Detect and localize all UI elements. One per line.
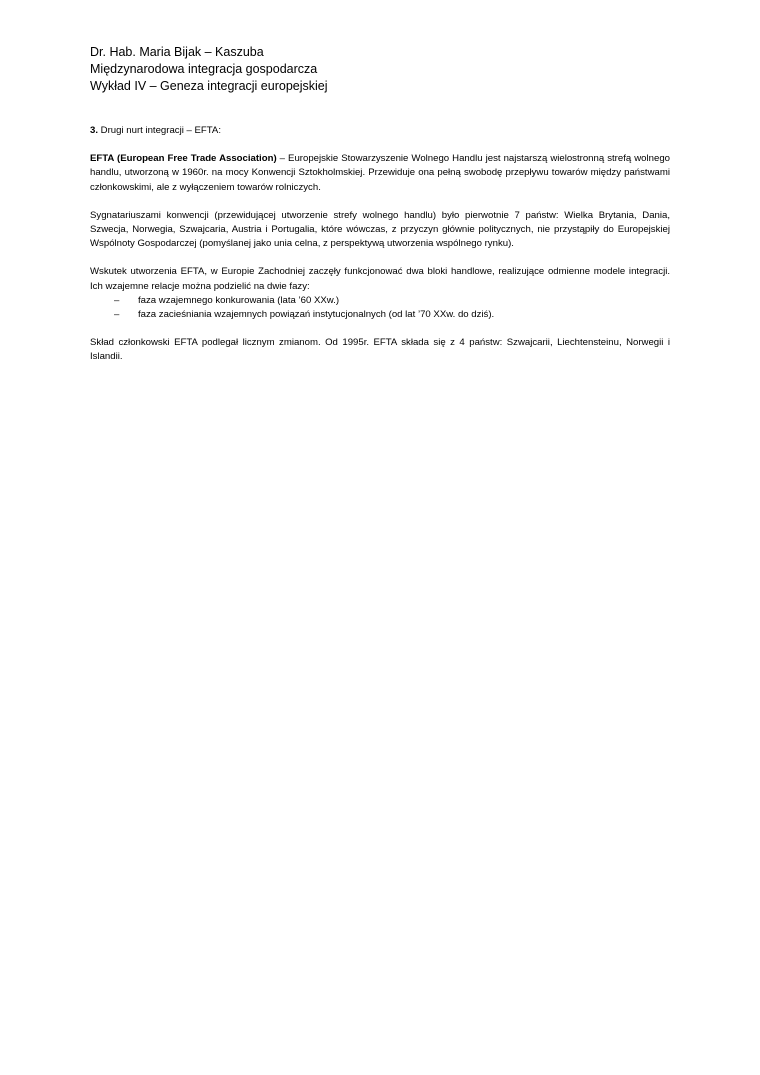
efta-definition-text: – Europejskie Stowarzyszenie Wolnego Handlu jest najstarszą wielostronną strefą wolnego handlu, utworzoną w 1960r. na mocy Konwencji Sztokholmskiej. Przewiduje ona pełną swobodę przepływu towarów między państwami członkowskimi, ale z wyłączeniem towarów rolniczych. [90, 153, 670, 193]
lecture-title: Wykład IV – Geneza integracji europejskiej [90, 79, 328, 93]
list-item [90, 294, 670, 308]
efta-term: EFTA (European Free Trade Association) [90, 153, 277, 165]
course-title: Międzynarodowa integracja gospodarcza [90, 62, 318, 76]
phases-list [90, 294, 670, 322]
dash-bullet: – [114, 309, 120, 321]
section-title: Drugi nurt integracji – EFTA: [98, 125, 222, 136]
paragraph-efta-definition [90, 152, 670, 195]
document-body [90, 124, 670, 379]
paragraph-membership: Skład członkowski EFTA podlegał licznym zmianom. Od 1995r. EFTA składa się z 4 państw: Szwajcarii, Liechtensteinu, Norwegii i Islandii. [90, 337, 670, 363]
document-header [90, 44, 670, 95]
section-number: 3. [90, 125, 99, 136]
paragraph-trade-blocs: Wskutek utworzenia EFTA, w Europie Zachodniej zaczęły funkcjonować dwa bloki handlowe, realizujące odmienne modele integracji. Ich wzajemne relacje można podzielić na dwie fazy: [90, 266, 670, 292]
phase-text: faza wzajemnego konkurowania (lata ’60 XXw.) [138, 294, 340, 306]
section-heading [90, 124, 670, 138]
dash-bullet: – [114, 294, 120, 306]
phase-text: faza zacieśniania wzajemnych powiązań instytucjonalnych (od lat ’70 XXw. do dziś). [138, 309, 495, 321]
paragraph-signatories: Sygnatariuszami konwencji (przewidującej utworzenie strefy wolnego handlu) było pierwotnie 7 państw: Wielka Brytania, Dania, Szwecja, Norwegia, Szwajcaria, Austria i Portugalia, które wówczas, z przyczyn głównie politycznych, nie przystąpiły do Europejskiej Wspólnoty Gospodarczej (pomyślanej jako unia celna, z perspektywą utworzenia wspólnego rynku). [90, 209, 670, 250]
author-line: Dr. Hab. Maria Bijak – Kaszuba [90, 45, 264, 59]
list-item [90, 308, 670, 322]
